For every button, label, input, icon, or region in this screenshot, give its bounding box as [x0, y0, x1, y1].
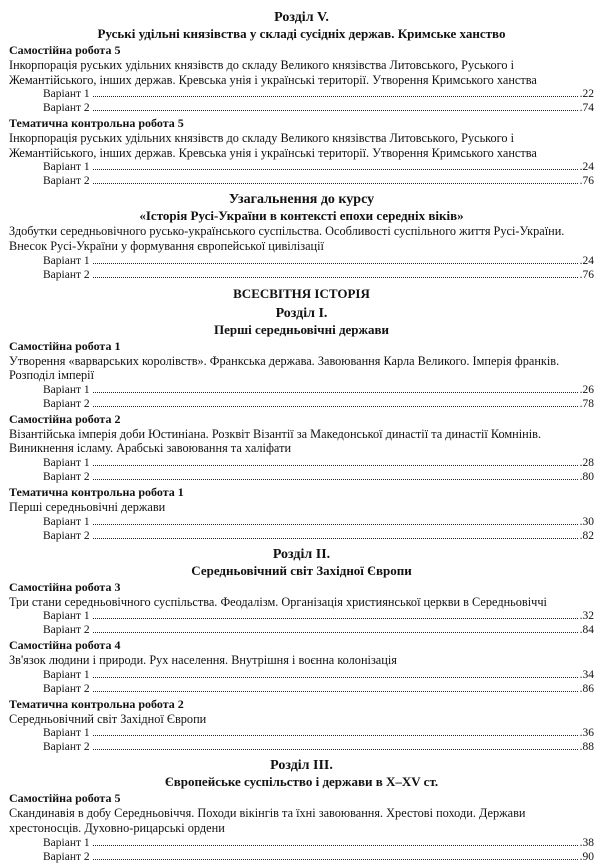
dot-leader: [93, 479, 578, 480]
variant-label: Варіант 2: [43, 268, 90, 281]
section-heading: Розділ І.: [275, 305, 328, 321]
work-entry: [9, 791, 594, 863]
dot-leader: [93, 538, 578, 539]
page-number: .86: [579, 682, 594, 695]
part-title: ВСЕСВІТНЯ ІСТОРІЯ: [233, 285, 370, 301]
variant-row-1[interactable]: [9, 383, 594, 397]
dot-leader: [93, 677, 578, 678]
variant-row-2[interactable]: [9, 101, 594, 115]
variant-row-1[interactable]: [9, 254, 594, 268]
variant-row-2[interactable]: [9, 850, 594, 864]
variant-label: Варіант 1: [43, 383, 90, 396]
work-description: Інкорпорація руських удільних князівств до складу Великого князівства Литовського, Руського і Жемантійського, інших держав. Кревська унія і українські території. Утворення Кримського ханства: [9, 131, 537, 160]
toc-section: [9, 757, 594, 863]
work-title: Самостійна робота 5: [9, 791, 121, 806]
page-number: .38: [579, 836, 594, 849]
page-number: .84: [579, 624, 594, 637]
page-number: .90: [579, 850, 594, 863]
page-number: .24: [579, 254, 594, 267]
variant-row-2[interactable]: [9, 470, 594, 484]
work-title: Самостійна робота 2: [9, 411, 121, 426]
variant-row-1[interactable]: [9, 160, 594, 174]
variant-label: Варіант 2: [43, 624, 90, 637]
page-number: .76: [579, 268, 594, 281]
dot-leader: [93, 169, 578, 170]
toc-section: [9, 191, 594, 281]
variant-label: Варіант 2: [43, 741, 90, 754]
dot-leader: [93, 406, 578, 407]
dot-leader: [93, 735, 578, 736]
dot-leader: [93, 618, 578, 619]
work-description: Здобутки середньовічного русько-українського суспільства. Особливості суспільного життя Русі-України. Внесок Русі-України у формування європейської цивілізації: [9, 224, 565, 253]
variant-label: Варіант 1: [43, 456, 90, 469]
variant-label: Варіант 2: [43, 682, 90, 695]
variant-row-2[interactable]: [9, 682, 594, 696]
dot-leader: [93, 691, 578, 692]
page-number: .24: [579, 161, 594, 174]
variant-row-1[interactable]: [9, 87, 594, 101]
variant-row-2[interactable]: [9, 174, 594, 188]
work-title: Самостійна робота 1: [9, 338, 121, 353]
variant-row-1[interactable]: [9, 726, 594, 740]
dot-leader: [93, 183, 578, 184]
variant-row-1[interactable]: [9, 456, 594, 470]
work-description: Інкорпорація руських удільних князівств до складу Великого князівства Литовського, Руського і Жемантійського, інших держав. Кревська унія і українські території. Утворення Кримського ханства: [9, 58, 537, 87]
section-subtitle: Середньовічний світ Західної Європи: [191, 562, 412, 578]
work-title: Тематична контрольна робота 5: [9, 116, 184, 131]
section-heading: Розділ ІІІ.: [270, 758, 333, 774]
page-number: .28: [579, 456, 594, 469]
work-entry: [9, 412, 594, 484]
dot-leader: [93, 110, 578, 111]
work-entry: [9, 116, 594, 188]
section-heading: Узагальнення до курсу: [228, 192, 375, 208]
work-entry: [9, 224, 594, 281]
variant-row-2[interactable]: [9, 623, 594, 637]
dot-leader: [93, 632, 578, 633]
page-number: .22: [579, 88, 594, 101]
section-subtitle: Руські удільні князівства у складі сусідніх держав. Кримське ханство: [97, 26, 506, 41]
work-entry: [9, 43, 594, 115]
dot-leader: [93, 96, 578, 97]
work-description: Утворення «варварських королівств». Франкська держава. Завоювання Карла Великого. Імперія франків. Розподіл імперії: [9, 353, 560, 383]
page-number: .80: [579, 470, 594, 483]
variant-row-1[interactable]: [9, 836, 594, 850]
dot-leader: [93, 392, 578, 393]
page-number: .82: [579, 529, 594, 542]
variant-row-1[interactable]: [9, 668, 594, 682]
dot-leader: [93, 277, 578, 278]
variant-label: Варіант 1: [43, 515, 90, 528]
variant-label: Варіант 2: [43, 102, 90, 115]
page-number: .78: [579, 397, 594, 410]
variant-label: Варіант 1: [43, 254, 90, 267]
work-description: Зв'язок людини і природи. Рух населення. Внутрішня і воєнна колонізація: [9, 653, 397, 668]
page-number: .88: [579, 741, 594, 754]
variant-row-1[interactable]: [9, 515, 594, 529]
work-entry: [9, 339, 594, 411]
dot-leader: [93, 465, 578, 466]
variant-row-2[interactable]: [9, 740, 594, 754]
page-number: .26: [579, 383, 594, 396]
work-entry: [9, 697, 594, 755]
section-heading: Розділ V.: [274, 10, 329, 25]
variant-label: Варіант 1: [43, 836, 90, 849]
section-subtitle: Європейське суспільство і держави в X–XV ст.: [164, 774, 439, 790]
variant-label: Варіант 2: [43, 470, 90, 483]
variant-label: Варіант 2: [43, 529, 90, 542]
work-description: Візантійська імперія доби Юстиніана. Розквіт Візантії за Македонської династії та династії Комнінів. Виникнення ісламу. Арабські завоювання та халіфати: [9, 426, 542, 456]
variant-label: Варіант 1: [43, 88, 90, 101]
work-description: Середньовічний світ Західної Європи: [9, 711, 207, 726]
variant-row-2[interactable]: [9, 529, 594, 543]
variant-label: Варіант 2: [43, 397, 90, 410]
page-number: .30: [579, 515, 594, 528]
variant-row-1[interactable]: [9, 609, 594, 623]
toc-section: [9, 286, 594, 543]
work-title: Тематична контрольна робота 1: [9, 484, 184, 499]
section-heading: Розділ ІІ.: [272, 546, 331, 562]
dot-leader: [93, 524, 578, 525]
dot-leader: [93, 749, 578, 750]
dot-leader: [93, 845, 578, 846]
page-number: .36: [579, 727, 594, 740]
variant-label: Варіант 1: [43, 610, 90, 623]
work-description: Перші середньовічні держави: [9, 499, 166, 514]
work-title: Тематична контрольна робота 2: [9, 696, 184, 711]
work-title: Самостійна робота 3: [9, 579, 121, 594]
toc-section: [9, 9, 594, 188]
section-subtitle: Перші середньовічні держави: [214, 321, 389, 337]
work-description: Три стани середньовічного суспільства. Феодалізм. Організація християнської церкви в Середньовіччі: [9, 594, 547, 609]
work-title: Самостійна робота 5: [9, 43, 121, 57]
work-entry: [9, 485, 594, 543]
page-number: .76: [579, 175, 594, 188]
page-number: .32: [579, 610, 594, 623]
dot-leader: [93, 859, 578, 860]
variant-row-2[interactable]: [9, 268, 594, 282]
variant-label: Варіант 1: [43, 727, 90, 740]
variant-label: Варіант 1: [43, 668, 90, 681]
variant-row-2[interactable]: [9, 397, 594, 411]
work-title: Самостійна робота 4: [9, 638, 121, 653]
page-number: .34: [579, 668, 594, 681]
dot-leader: [93, 263, 578, 264]
work-entry: [9, 580, 594, 638]
toc-section: [9, 546, 594, 755]
work-description: Скандинавія в добу Середньовіччя. Походи вікінгів та їхні завоювання. Хрестові походи. Держави хрестоносців. Духовно-рицарські ордени: [9, 806, 526, 835]
section-subtitle: «Історія Русі-України в контексті епохи середніх віків»: [139, 208, 464, 224]
variant-label: Варіант 2: [43, 850, 90, 863]
variant-label: Варіант 2: [43, 175, 90, 188]
variant-label: Варіант 1: [43, 161, 90, 174]
work-entry: [9, 638, 594, 696]
page-number: .74: [579, 102, 594, 115]
